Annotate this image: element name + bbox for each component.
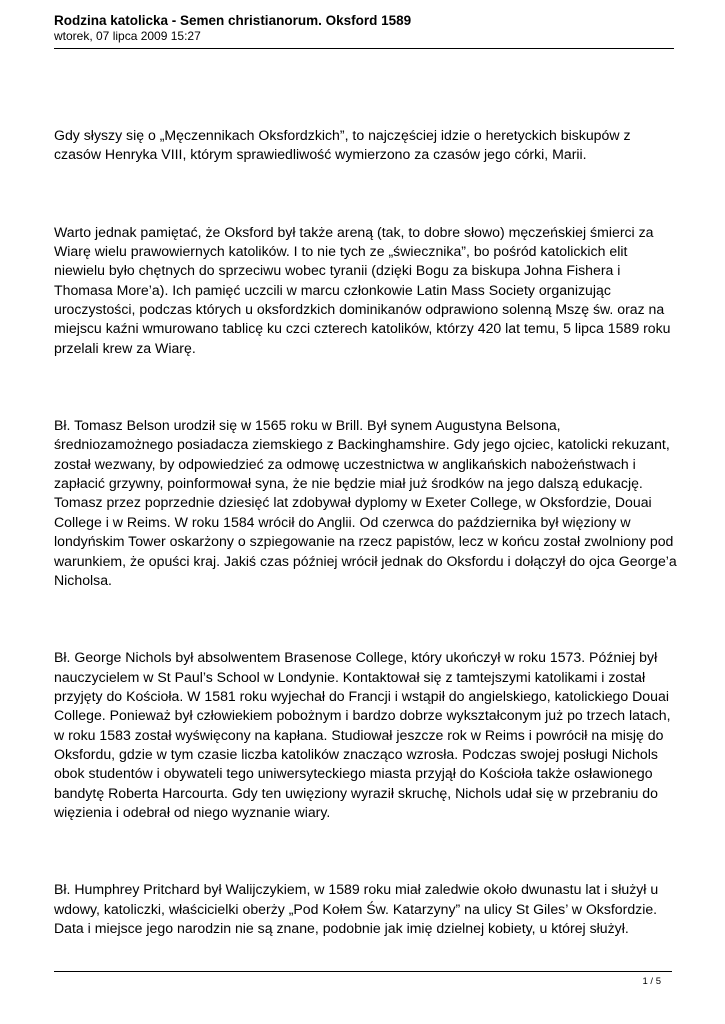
- paragraph-intro: Gdy słyszy się o „Męczennikach Oksfordzkich”, to najczęściej idzie o heretyckich biskupów z czasów Henryka VIII, którym sprawiedliwość wymierzono za czasów jego córki, Marii.: [54, 127, 631, 163]
- paragraph-tomasz-belson: Bł. Tomasz Belson urodził się w 1565 roku w Brill. Był synem Augustyna Belsona, średniozamożnego posiadacza ziemskiego z Backinghamshire. Gdy jego ojciec, katolicki rekuzant, został wezwany, by odpowiedzieć za odmowę uczestnictwa w anglikańskich nabożeństwach i zapłacić grzywny, poinformował syna, że nie będzie miał już środków na jego dalszą edukację. Tomasz przez poprzednie dziesięć lat zdobywał dyplomy w Exeter College, w Oksfordzie, Douai College i w Reims. W roku 1584 wrócił do Anglii. Od czerwca do października był więziony w londyńskim Tower oskarżony o szpiegowanie na rzecz papistów, lecz w końcu został zwolniony pod warunkiem, że opuści kraj. Jakiś czas później wrócił jednak do Oksfordu i dołączył do ojca George’a Nicholsa.: [54, 417, 677, 588]
- document-date: wtorek, 07 lipca 2009 15:27: [54, 29, 201, 43]
- document-title: Rodzina katolicka - Semen christianorum. Oksford 1589: [54, 13, 412, 28]
- page-header: [54, 12, 674, 49]
- footer-divider: [54, 971, 672, 972]
- paragraph-humphrey-pritchard: Bł. Humphrey Pritchard był Walijczykiem, w 1589 roku miał zaledwie około dwunastu lat i służył u wdowy, katoliczki, właścicielki oberży „Pod Kołem Św. Katarzyny” na ulicy St Giles’ w Oksfordzie. Data i miejsce jego narodzin nie są znane, podobnie jak imię dzielnej kobiety, u której służył.: [54, 881, 659, 936]
- article-body: [54, 126, 679, 938]
- paragraph-george-nichols: Bł. George Nichols był absolwentem Brasenose College, który ukończył w roku 1573. Później był nauczycielem w St Paul’s School w Londynie. Kontaktował się z tamtejszymi katolikami i został przyjęty do Kościoła. W 1581 roku wyjechał do Francji i wstąpił do angielskiego, katolickiego Douai College. Ponieważ był człowiekiem pobożnym i bardzo dobrze wykształconym już po trzech latach, w roku 1583 został wyświęcony na kapłana. Studiował jeszcze rok w Reims i powrócił na misję do Oksfordu, gdzie w tym czasie liczba katolików znacząco wzrosła. Podczas swojej posługi Nichols obok studentów i obywateli tego uniwersyteckiego miasta przyjął do Kościoła także osławionego bandytę Roberta Harcourta. Gdy ten uwięziony wyraził skruchę, Nichols udał się w przebraniu do więzienia i odebrał od niego wyznanie wiary.: [54, 649, 671, 820]
- page-number: 1 / 5: [642, 976, 661, 987]
- paragraph-oxford-martyrs: Warto jednak pamiętać, że Oksford był także areną (tak, to dobre słowo) męczeńskiej śmierci za Wiarę wielu prawowiernych katolików. I to nie tych ze „świecznika”, bo pośród katolickich elit niewielu było chętnych do sprzeciwu wobec tyranii (dzięki Bogu za biskupa Johna Fishera i Thomasa More’a). Ich pamięć uczcili w marcu członkowie Latin Mass Society organizując uroczystości, podczas których u oksfordzkich dominikanów odprawiono solenną Mszę św. oraz na miejscu kaźni wmurowano tablicę ku czci czterech katolików, którzy 420 lat temu, 5 lipca 1589 roku przelali krew za Wiarę.: [54, 223, 671, 356]
